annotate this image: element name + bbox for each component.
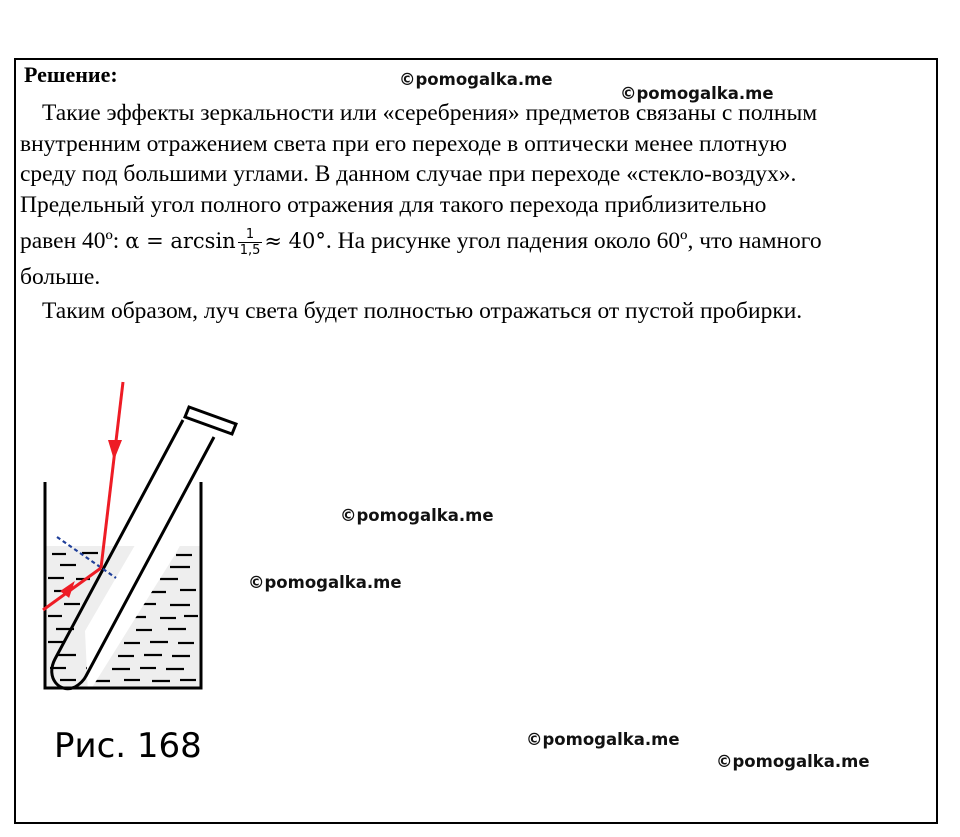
formula-fraction — [238, 227, 263, 258]
watermark: ©pomogalka.me — [340, 506, 494, 525]
paragraph-line: Такие эффекты зеркальности или «серебрения» предметов связаны с полным — [42, 100, 818, 126]
watermark: ©pomogalka.me — [716, 752, 870, 771]
paragraph-line: Предельный угол полного отражения для такого перехода приблизительно — [20, 191, 767, 218]
test-tube-figure — [30, 375, 260, 700]
fraction-numerator: 1 — [238, 227, 263, 243]
watermark: ©pomogalka.me — [526, 730, 680, 749]
paragraph-line: внутренним отражением света при его переходе в оптически менее плотную — [20, 130, 787, 157]
formula-prefix: равен 40º: — [20, 228, 126, 254]
figure-caption: Рис. 168 — [54, 726, 202, 766]
formula-line — [20, 220, 822, 262]
solution-heading: Решение: — [24, 62, 118, 87]
formula-lhs: α = arcsin — [125, 229, 236, 253]
watermark: ©pomogalka.me — [620, 84, 774, 103]
paragraph-line: среду под большими углами. В данном случае при переходе «стекло-воздух». — [20, 161, 797, 187]
formula-suffix: . На рисунке угол падения около 60º, что намного — [325, 228, 822, 254]
paragraph-line: больше. — [20, 264, 101, 290]
ray-arrow-icon — [108, 440, 122, 460]
solution-paragraph-1 — [20, 98, 822, 293]
fraction-denominator: 1,5 — [239, 243, 261, 259]
watermark: ©pomogalka.me — [399, 70, 553, 89]
watermark: ©pomogalka.me — [248, 573, 402, 592]
formula-rhs: ≈ 40° — [264, 229, 326, 253]
solution-paragraph-2: Таким образом, луч света будет полностью отражаться от пустой пробирки. — [42, 298, 803, 324]
